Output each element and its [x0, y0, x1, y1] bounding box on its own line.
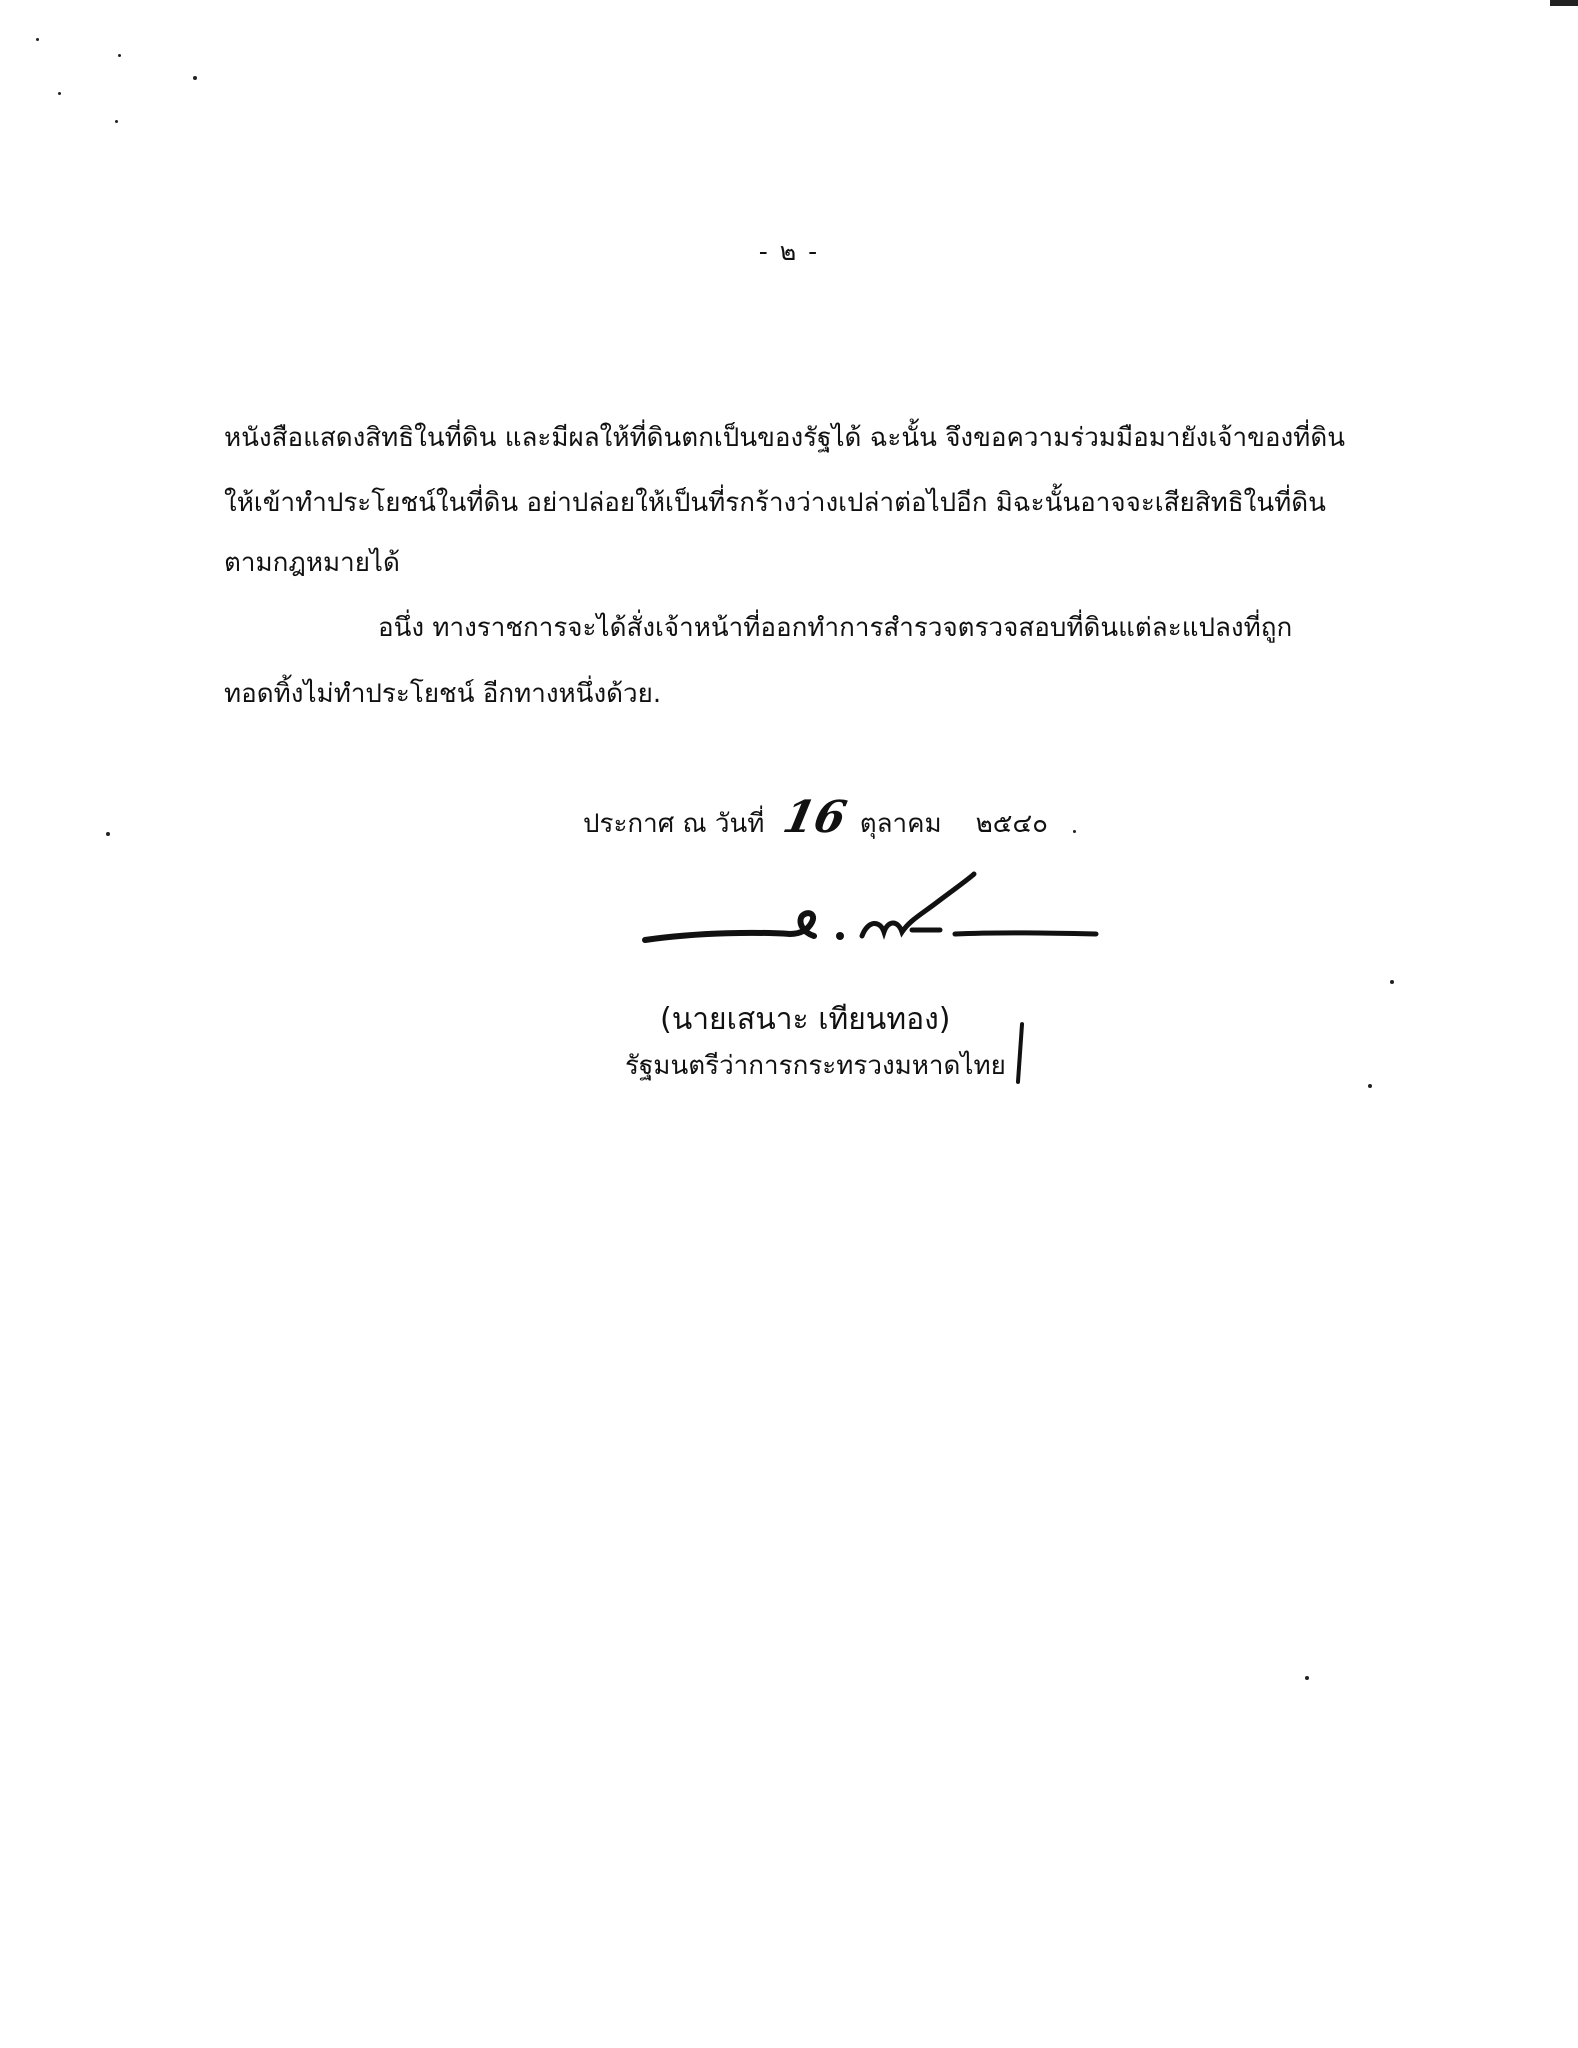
date-year: ๒๕๔๐	[975, 809, 1049, 839]
scan-speck	[58, 92, 61, 95]
signer-name: (นายเสนาะ เทียนทอง)	[660, 1002, 951, 1037]
scan-speck	[193, 76, 197, 80]
signature-image	[640, 870, 1100, 960]
scan-speck	[36, 38, 39, 41]
scan-speck	[115, 120, 118, 123]
body-line: ทอดทิ้งไม่ทำประโยชน์ อีกทางหนึ่งด้วย.	[224, 679, 662, 709]
body-line: หนังสือแสดงสิทธิในที่ดิน และมีผลให้ที่ดินตกเป็นของรัฐได้ ฉะนั้น จึงขอความร่วมมือมายังเจ้าของที่ดิน	[224, 423, 1345, 453]
body-line: อนึ่ง ทางราชการจะได้สั่งเจ้าหน้าที่ออกทำการสำรวจตรวจสอบที่ดินแต่ละแปลงที่ถูก	[378, 613, 1293, 643]
date-prefix: ประกาศ ณ วันที่	[583, 809, 765, 839]
page-number: - ๒ -	[758, 237, 820, 266]
date-month: ตุลาคม	[859, 809, 942, 839]
scan-edge-mark	[1550, 0, 1578, 6]
scan-speck	[118, 54, 121, 57]
scan-speck	[1368, 1084, 1372, 1088]
body-line: ตามกฎหมายได้	[224, 548, 400, 578]
pen-stroke	[1016, 1022, 1024, 1084]
scan-speck	[1390, 980, 1394, 984]
body-line: ให้เข้าทำประโยชน์ในที่ดิน อย่าปล่อยให้เป็นที่รกร้างว่างเปล่าต่อไปอีก มิฉะนั้นอาจจะเสียสิทธิในที่ดิน	[224, 488, 1326, 518]
scan-speck	[1305, 1676, 1309, 1680]
announcement-date	[583, 792, 1049, 844]
signer-title: รัฐมนตรีว่าการกระทรวงมหาดไทย	[625, 1051, 1006, 1081]
scan-speck	[1073, 830, 1076, 833]
scan-speck	[106, 832, 110, 836]
date-day-handwritten: 16	[779, 792, 852, 843]
